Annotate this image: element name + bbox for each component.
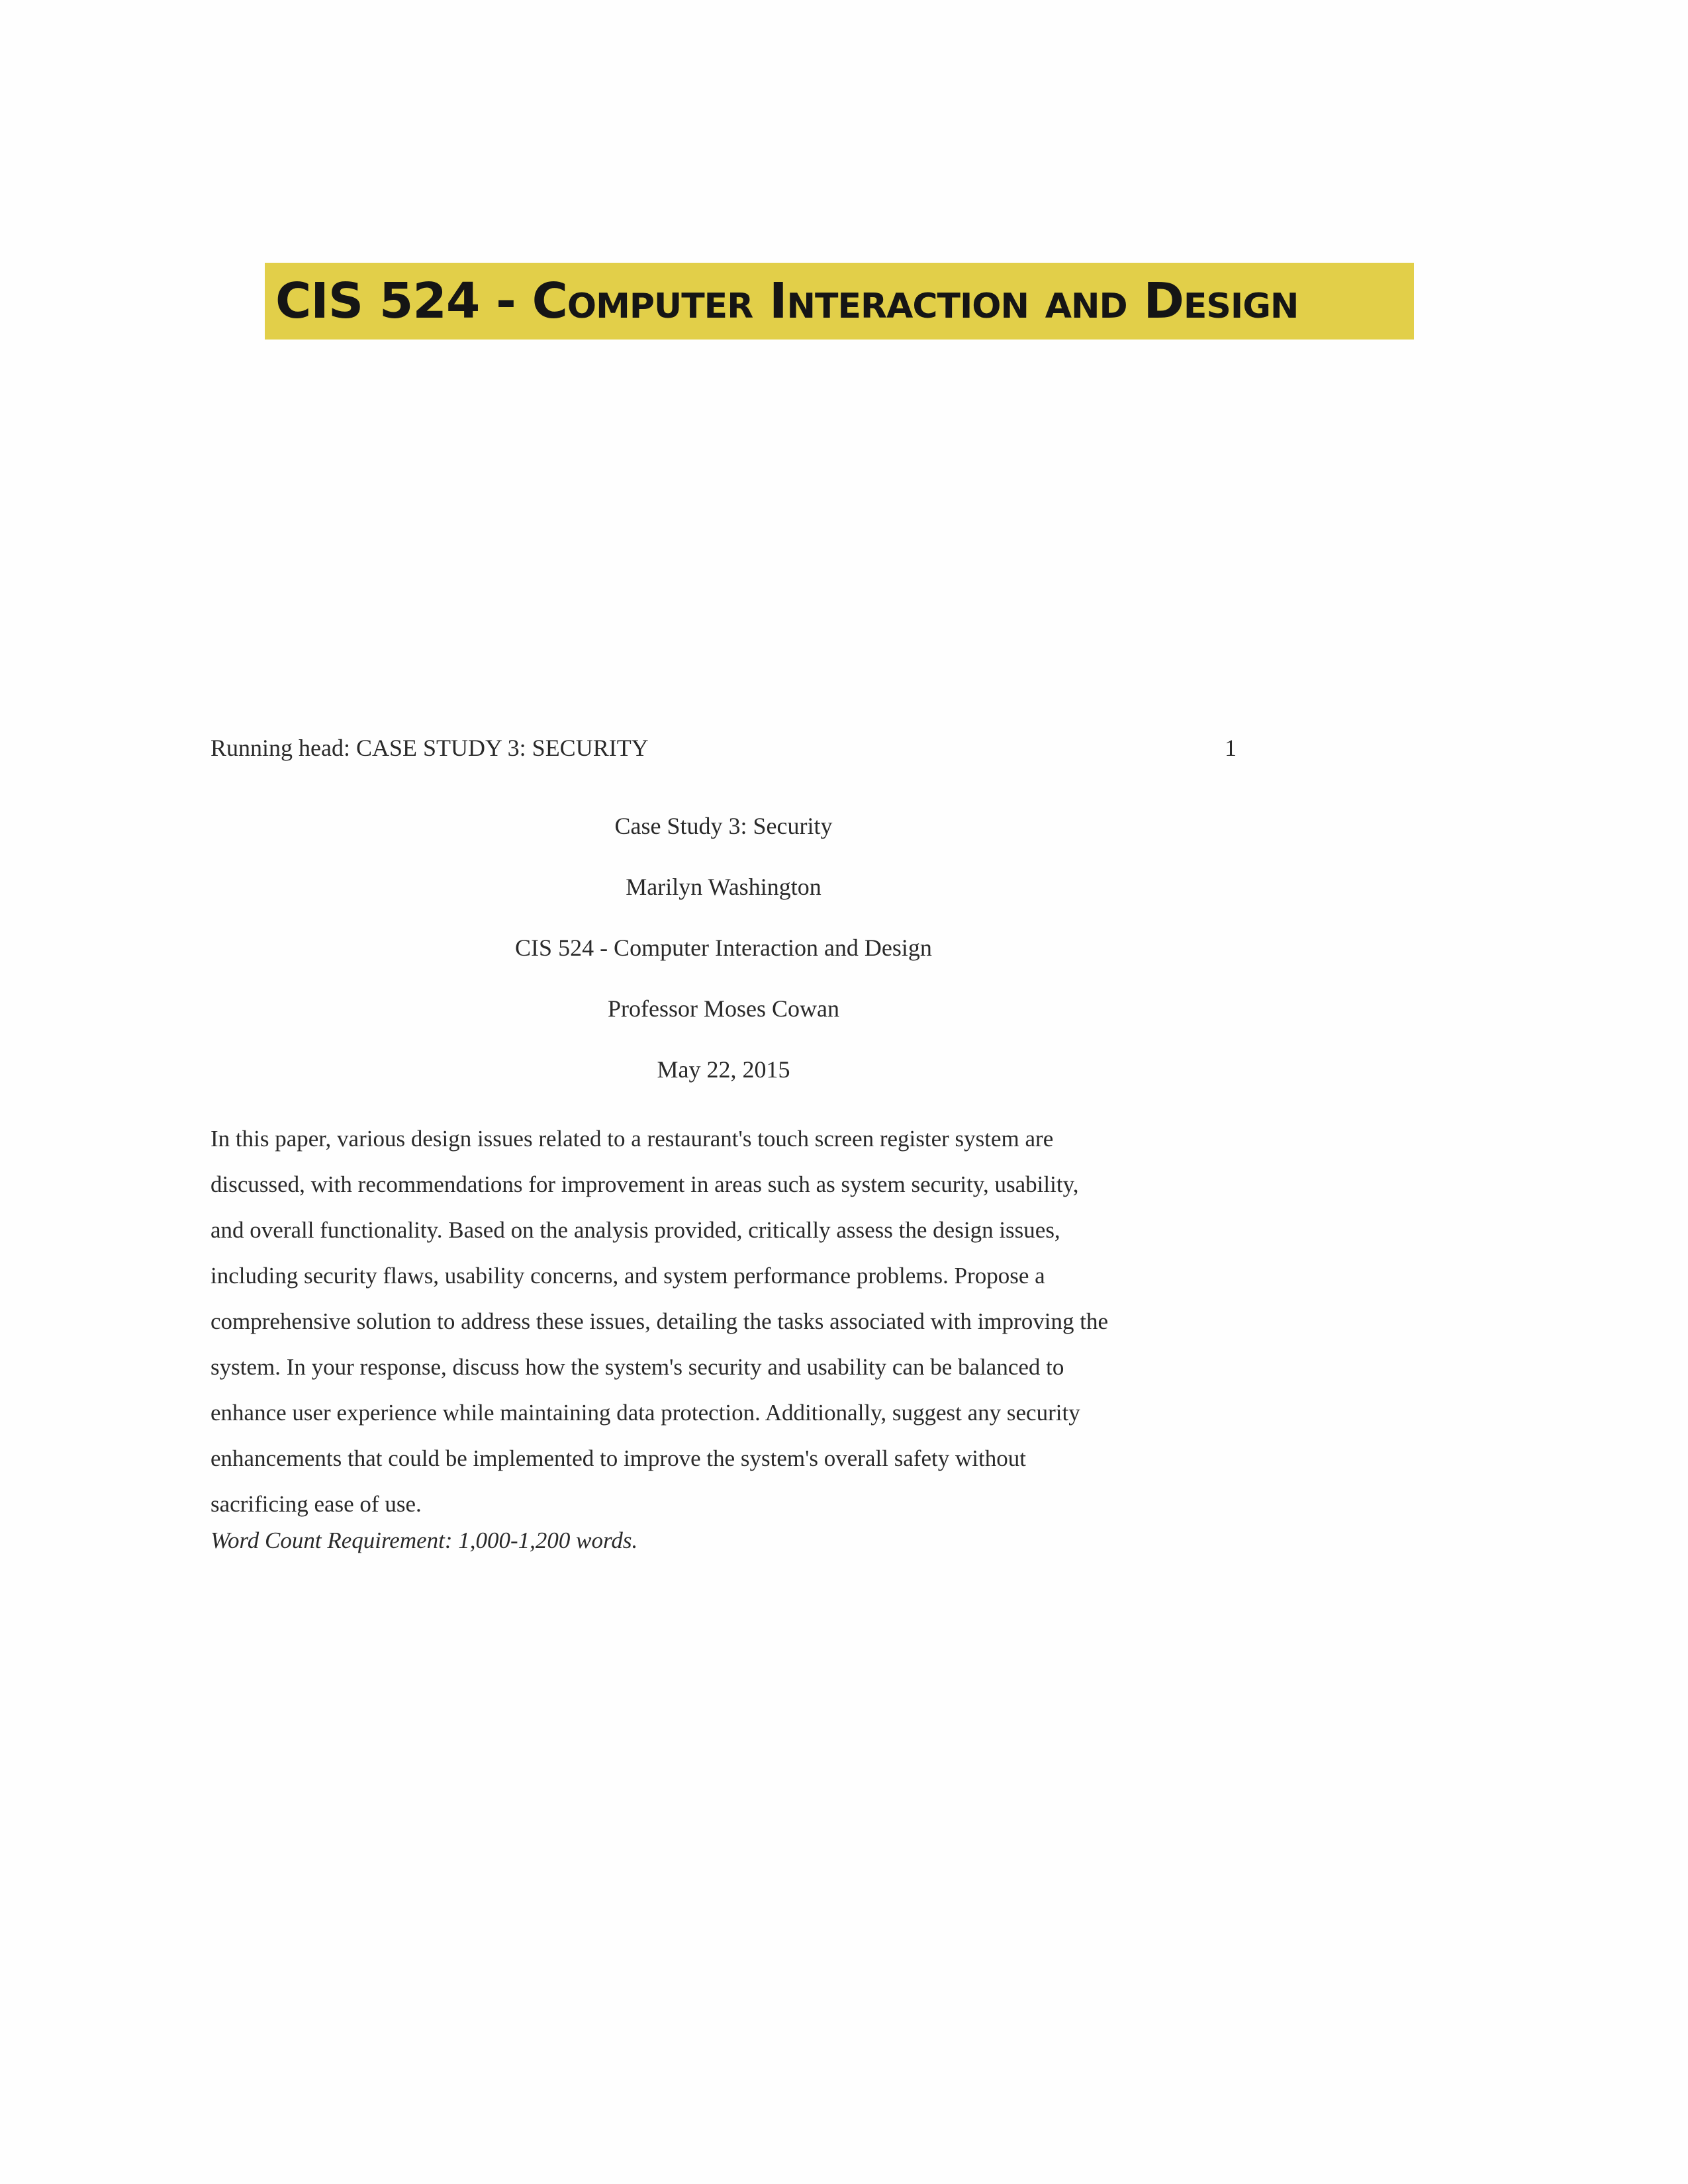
word-count-requirement: Word Count Requirement: 1,000-1,200 words. [211,1527,638,1553]
paper-date: May 22, 2015 [657,1056,790,1083]
body-paragraph [211,1116,1243,1527]
body-line: enhance user experience while maintaining data protection. Additionally, suggest any security [211,1400,1080,1426]
running-head [211,728,1237,768]
body-line: discussed, with recommendations for improvement in areas such as system security, usability, [211,1171,1079,1197]
body-line: system. In your response, discuss how the system's security and usability can be balanced to [211,1354,1064,1380]
body-line: comprehensive solution to address these issues, detailing the tasks associated with improving the [211,1308,1108,1334]
running-head-text: Running head: CASE STUDY 3: SECURITY [211,735,649,761]
banner-title: CIS 524 - Computer Interaction and Design [275,273,1299,330]
author-name: Marilyn Washington [626,874,821,900]
course-name: CIS 524 - Computer Interaction and Design [515,934,932,961]
body-line: sacrificing ease of use. [211,1491,422,1517]
body-line: including security flaws, usability concerns, and system performance problems. Propose a [211,1263,1045,1289]
professor-name: Professor Moses Cowan [608,995,839,1022]
body-line: In this paper, various design issues related to a restaurant's touch screen register system are [211,1126,1054,1152]
title-banner [265,263,1414,340]
title-block [211,806,1237,1111]
page-number: 1 [1225,735,1237,761]
body-line: and overall functionality. Based on the analysis provided, critically assess the design issues, [211,1217,1060,1243]
paper-title: Case Study 3: Security [614,813,833,839]
body-line: enhancements that could be implemented to improve the system's overall safety without [211,1445,1026,1471]
